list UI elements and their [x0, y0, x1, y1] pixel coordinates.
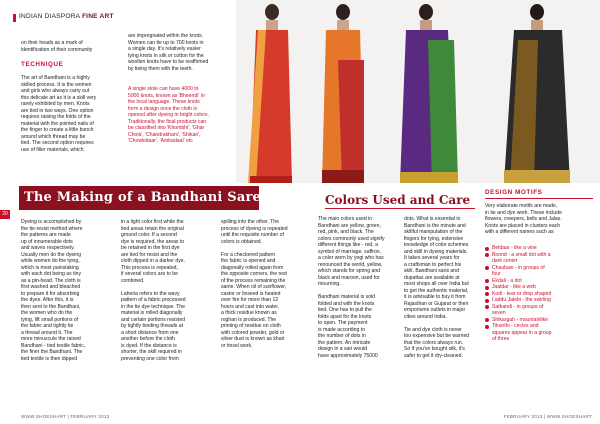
- page-number: 20: [0, 210, 10, 219]
- motifs-intro: Very elaborate motifs are made, in tie and dye work. These include flowers, creepers, bells and Jalas. Knots are placed in clusters each with a different names such as: [485, 203, 562, 235]
- publication-name: INDIAN DIASPORA: [19, 13, 80, 20]
- footer-left: WWW.SHOESHART | FEBRUARY 2013: [21, 414, 110, 419]
- making-column-1: Dyeing is accomplished by the tie-resist method where the patterns are made up of innumerable dots and waves respectively. Usually men do the dyeing while women do the tying, which is most painstaking with each dot being as tiny as a pin-head. The cloth is first washed and bleached to prepare it for absorbing the dyes. After this, it is then sent to the Bandhani, the women who do the tying, lift small portions of the fabric and tightly tie a thread around it. The more minuscule the raised Bandhani - tied textile fabric, the finer the Bandhani. The tied textile is then dipped: [21, 219, 86, 362]
- colors-title-rule: [325, 208, 475, 209]
- motif-item: Laddu Jalebi - the swirling: [485, 297, 595, 304]
- footer-right: FEBRUARY 2013 | WWW.SHOESHART: [503, 414, 592, 419]
- motifs-heading-rule: [485, 198, 593, 199]
- motifs-list: [485, 245, 595, 343]
- colors-column-1: The main colors used in Bandhani are yellow, green, red, pink, and black. The colors commonly used signify different things like - red, a symbol of marriage, saffron, a color worn by yogi who has renounced the world, yellow, which stands for spring and black and maroon, used for mourning. Bandhani material is sold folded and with the knots tied. One has to pull the folds apart for the knots to open. The payment is made according to the number of dots in the pattern. An intricate design in a sari would have approximately 75000: [318, 216, 385, 359]
- publication-header: [19, 13, 114, 20]
- motif-item: Jaaldar - like a web: [485, 284, 595, 291]
- motif-item: Boond - a small dot with a dark center: [485, 252, 595, 265]
- making-column-2: in a light color first while the tied areas retain the original ground color. If a second dye is required, the areas to be retained in the first dye are tied for resist and the cloth dipped in a darker dye. This process is repeated, if several colors are to be combined. Laheria refers to the wavy pattern of a fabric processed in the tie dye technique. The material is rolled diagonally and certain portions resisted by tightly binding threads at a short distance from one another before the cloth is dyed. If the distance is shorter, the skill required in preventing one color from: [121, 219, 186, 362]
- knots-text: are impregnated within the knots. Women can tie up to 700 knots in a single day. It's relatively easier tying knots in silk or cotton for the woollen knots have to be reaffirmed by tieing them with the teeth.: [128, 33, 209, 72]
- header-accent-bar: [13, 14, 16, 22]
- knots-highlight: A single stole can have 4000 to 5000 knots, known as 'Bheendi' in the local language. These knots form a design once the cloth is opened after dyeing in bright colors. Traditionally, the final products can be classified into 'Khombhi', 'Ghar Chola', 'Chandrakhani', 'Shikari', 'Chowkidaar', 'Ambadaal' etc: [128, 86, 209, 144]
- motif-item: Beldaar - like a vine: [485, 245, 595, 252]
- saree-photo-red-orange: [236, 0, 308, 183]
- making-column-3: spilling into the other. The process of dyeing is repeated until the requisite number of colors is obtained. For a checkered pattern the fabric is opened and diagonally rolled again from the opposite corners, the rest of the process remaining the same. When oil of sunflower, castor or linseed is heated over fire for more than 12 hours and cast into water, a thick residue known as roghan is produced. The printing of residue on cloth with colored powder, gold or silver dust is known as khari or tinsel work.: [221, 219, 288, 349]
- motif-item: Shikargah - mountainlike: [485, 317, 595, 324]
- motif-item: Chaubasi - in groups of four: [485, 265, 595, 278]
- motifs-heading: DESIGN MOTIFS: [485, 189, 543, 196]
- motif-item: Tikunthi - circles and squares appear in a group of three: [485, 323, 595, 343]
- intro-text: on their heads as a mark of identification of their community: [21, 40, 93, 53]
- colors-title: Colors Used and Care: [325, 193, 471, 207]
- saree-photo-purple-green: [378, 0, 474, 183]
- banner-title: The Making of a Bandhani Saree: [24, 190, 270, 205]
- technique-text: The art of Bandhani is a highly skilled process. It is the women and girls who always carry out this delicate art as it is a skill very rarely exhibited by men. Knots are tied in two ways. One option requires raising the folds of the material with the pointed nails of the finger to create a little bunch around which thread may be tied. The second option requires use of filler materials, which: [21, 75, 97, 153]
- technique-heading: TECHNIQUE: [21, 61, 64, 68]
- section-label: FINE ART: [81, 13, 114, 20]
- saree-photo-black-pattern: [474, 0, 600, 183]
- saree-photo-orange-red: [308, 0, 378, 183]
- motif-item: Kodi - tear or drop shaped: [485, 291, 595, 298]
- motif-item: Ekdali - a dot: [485, 278, 595, 285]
- motif-item: Satbandi - in groups of seven: [485, 304, 595, 317]
- colors-column-2: dots. What is essential in Bandhani is the minute and skillful manipulation of the fingers for tying, extensive knowledge of color schemes and skill in dyeing materials. It takes several years for a craftsman to perfect his skill. Bandhani saris and dupattas are available at most shops all over India but to get the authentic material, it is advisable to buy it from Rajasthan or Gujarat or their emporiums outlets in major cities around India. Tie and dye cloth is never too expensive but be warned that the colors always run. So if you've bought silk, it's safer to get it dry-cleaned.: [404, 216, 470, 359]
